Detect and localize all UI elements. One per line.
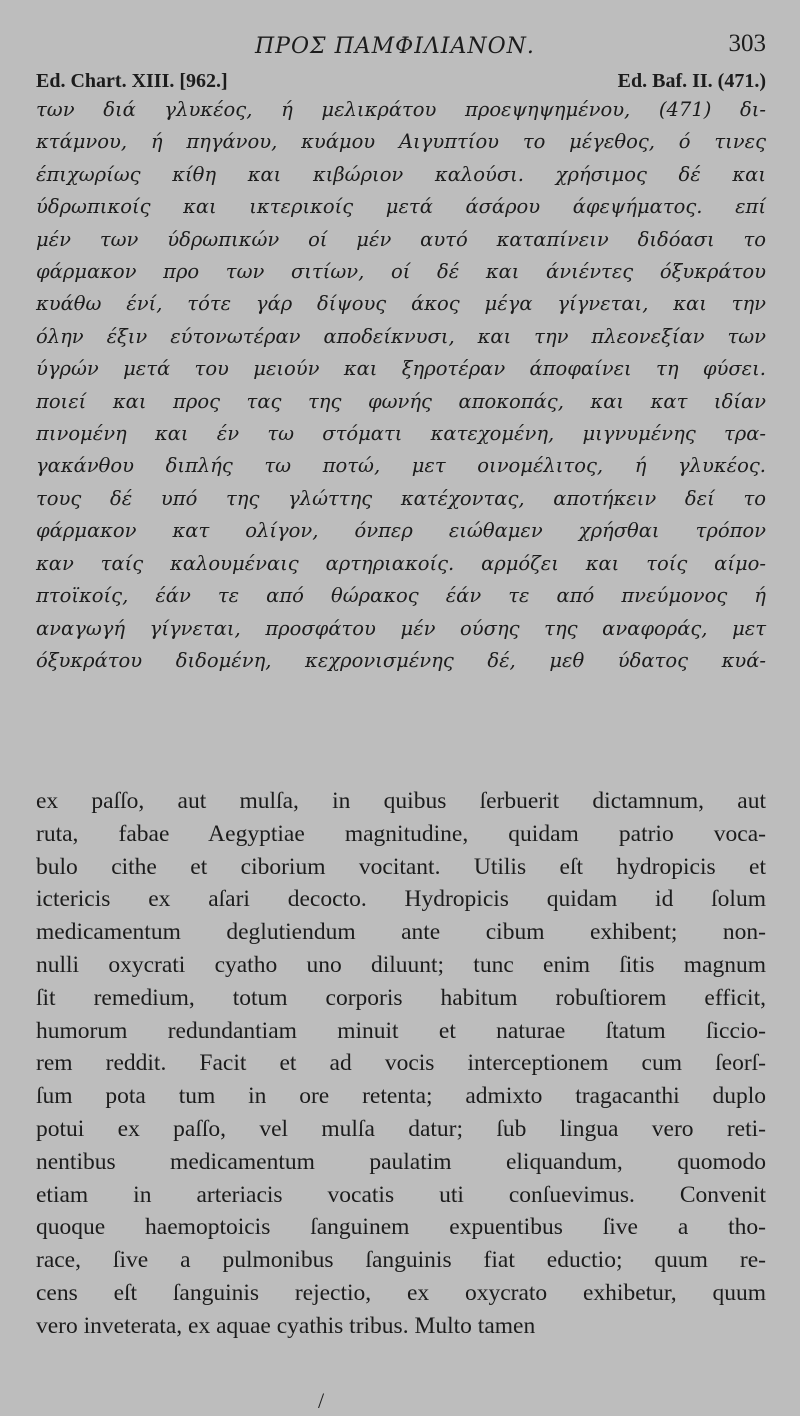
latin-line: nentibus medicamentum paulatim eliquandum, quomodo	[36, 1148, 766, 1175]
latin-line: bulo cithe et ciborium vocitant. Utilis eſt hydropicis et	[36, 853, 766, 880]
greek-line: ποιεί και προς τας της φωνής αποκοπάς, και κατ ιδίαν	[36, 389, 766, 413]
greek-line: των διά γλυκέος, ή μελικράτου προεψηψημένου, (471) δι-	[36, 98, 766, 121]
running-title: ΠΡΟΣ ΠΑΜΦΙΛΙΑΝΟΝ.	[255, 34, 535, 59]
greek-line: φάρμακον κατ ολίγον, όνπερ ειώθαμεν χρήσθαι τρόπον	[36, 519, 766, 543]
greek-line: μέν των ύδρωπικών οί μέν αυτό καταπίνειν διδόασι το	[36, 227, 766, 251]
latin-line: humorum redundantiam minuit et naturae ſtatum ſiccio-	[36, 1017, 766, 1044]
greek-line: καν ταίς καλουμέναις αρτηριακοίς. αρμόζει και τοίς αίμο-	[36, 551, 766, 575]
latin-line: ictericis ex aſari decocto. Hydropicis quidam id ſolum	[36, 886, 766, 913]
latin-line: etiam in arteriacis vocatis uti conſuevimus. Convenit	[36, 1181, 766, 1208]
greek-line: πινομένη και έν τω στόματι κατεχομένη, μιγνυμένης τρα-	[36, 422, 766, 446]
greek-line: όλην έξιν εύτονωτέραν αποδείκνυσι, και την πλεονεξίαν των	[36, 324, 766, 348]
page-number: 303	[728, 30, 766, 57]
latin-line: potui ex paſſo, vel mulſa datur; ſub lingua vero reti-	[36, 1115, 766, 1142]
latin-line: quoque haemoptoicis ſanguinem expuentibus ſive a tho-	[36, 1214, 766, 1241]
greek-line: κυάθω ένί, τότε γάρ δίψους άκος μέγα γίγνεται, και την	[36, 292, 766, 316]
latin-line: ruta, fabae Aegyptiae magnitudine, quidam patrio voca-	[36, 820, 766, 847]
greek-line: κτάμνου, ή πηγάνου, κυάμου Αιγυπτίου το μέγεθος, ό τινες	[36, 130, 766, 154]
footer-mark: /	[318, 1388, 325, 1413]
latin-line: race, ſive a pulmonibus ſanguinis fiat eductio; quum re-	[36, 1247, 766, 1274]
greek-line: ύδρωπικοίς και ικτερικοίς μετά άσάρου άφεψήματος. επί	[36, 195, 766, 219]
edition-references	[36, 70, 766, 96]
greek-line: πτοϊκοίς, έάν τε από θώρακος έάν τε από πνεύμονος ή	[36, 584, 766, 608]
latin-line: rem reddit. Facit et ad vocis interceptionem cum ſeorſ-	[36, 1050, 766, 1077]
greek-line: όξυκράτου διδομένη, κεχρονισμένης δέ, μεθ ύδατος κυά-	[36, 648, 766, 672]
latin-line: nulli oxycrati cyatho uno diluunt; tunc enim ſitis magnum	[36, 951, 766, 978]
latin-line: cens eſt ſanguinis rejectio, ex oxycrato exhibetur, quum	[36, 1279, 766, 1306]
latin-line: medicamentum deglutiendum ante cibum exhibent; non-	[36, 919, 766, 946]
edition-chartier: Ed. Chart. XIII. [962.]	[36, 70, 228, 92]
greek-line: φάρμακον προ των σιτίων, οί δέ και άνιέντες όξυκράτου	[36, 260, 766, 284]
greek-line: τους δέ υπό της γλώττης κατέχοντας, αποτήκειν δεί το	[36, 486, 766, 510]
edition-basel: Ed. Baf. II. (471.)	[617, 70, 766, 92]
latin-text-block	[36, 785, 766, 1343]
latin-line: ex paſſo, aut mulſa, in quibus ſerbuerit dictamnum, aut	[36, 788, 766, 814]
greek-line: ύγρών μετά του μειούν και ξηροτέραν άποφαίνει τη φύσει.	[36, 357, 766, 381]
latin-line: vero inveterata, ex aquae cyathis tribus. Multo tamen	[36, 1312, 536, 1339]
greek-line: γακάνθου διπλής τω ποτώ, μετ οινομέλιτος, ή γλυκέος.	[36, 454, 766, 478]
greek-line: έπιχωρίως κίθη και κιβώριον καλούσι. χρήσιμος δέ και	[36, 162, 766, 186]
greek-line: αναγωγή γίγνεται, προσφάτου μέν ούσης της αναφοράς, μετ	[36, 616, 766, 640]
latin-line: ſit remedium, totum corporis habitum robuſtiorem efficit,	[36, 984, 766, 1011]
greek-text-block	[36, 94, 766, 677]
latin-line: ſum pota tum in ore retenta; admixto tragacanthi duplo	[36, 1083, 766, 1110]
running-head	[0, 30, 800, 64]
